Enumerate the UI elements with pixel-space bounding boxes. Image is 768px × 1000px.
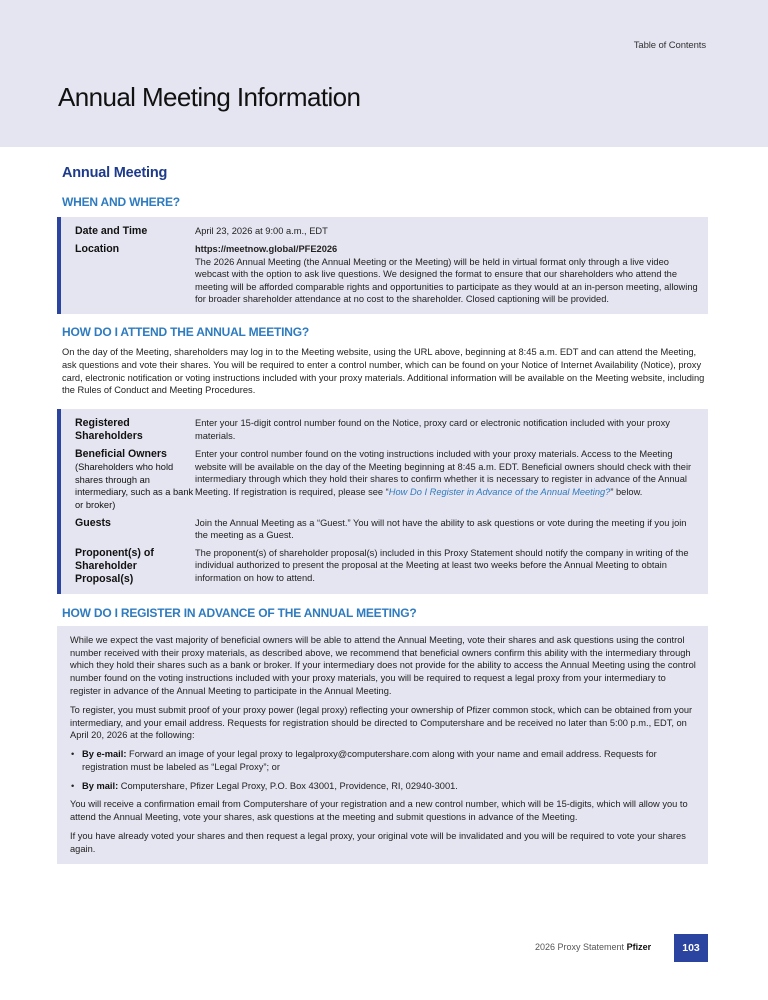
attendee-label-text: Beneficial Owners [75,448,167,461]
page-title: Annual Meeting Information [58,82,361,112]
bullet-content [82,748,698,774]
location-value [195,243,700,306]
attendee-label [75,448,195,511]
footer-company: Pfizer [626,942,652,952]
date-time-row [75,225,700,238]
attendee-row-registered [75,417,700,443]
register-bullet-email [70,748,698,774]
date-time-label: Date and Time [75,225,148,237]
register-bullet-mail [70,780,698,793]
register-in-advance-link[interactable]: How Do I Register in Advance of the Annual Meeting? [388,486,611,497]
bullet-text: Forward an image of your legal proxy to legalproxy@computershare.com along with your name and email address. Requests for registration must be labeled as “Legal Proxy”; or [82,749,657,772]
main-content [62,162,708,864]
attendee-row-beneficial [75,448,700,511]
bullet-icon: • [71,780,75,791]
register-panel [57,626,708,864]
beneficial-text-end: ” below. [610,486,643,497]
register-paragraph: You will receive a confirmation email from Computershare of your registration and a new control number, which will be 15-digits, which will allow you to attend the Annual Meeting, vote your shares, ask questions at the meeting and submit questions in advance of the Meeting. [70,799,688,823]
date-time-value: April 23, 2026 at 9:00 a.m., EDT [195,226,328,236]
location-row [75,243,700,306]
attendee-instructions: The proponent(s) of shareholder proposal(s) included in this Proxy Statement should notify the company in writing of the individual authorized to present the proposal at the Meeting at least two weeks before the Annual Meeting to obtain information on how to attend. [195,547,689,583]
when-where-panel [57,217,708,314]
attendee-label: Guests [75,516,111,529]
bullet-label: By mail: [82,780,119,791]
register-heading: HOW DO I REGISTER IN ADVANCE OF THE ANNUAL MEETING? [62,605,417,620]
attendee-row-guests [75,517,700,542]
table-of-contents-link[interactable]: Table of Contents [633,40,706,51]
attendee-label: Registered Shareholders [75,417,143,443]
bullet-content [82,780,458,793]
attendee-sublabel: (Shareholders who hold shares through an intermediary, such as a bank or broker) [75,462,194,510]
attendee-instructions [195,448,700,511]
attend-intro: On the day of the Meeting, shareholders may log in to the Meeting website, using the URL above, beginning at 8:45 a.m. EDT and can attend the Meeting, ask questions and vote their shares. You will be required to enter a control number, which can be found on your Notice of Internet Availability (Notice), proxy card, electronic notification or voting instructions included with your proxy materials. Additional information will be available on the Meeting website, including the Rules of Conduct and Meeting Procedures. [62,346,705,396]
bullet-text: Computershare, Pfizer Legal Proxy, P.O. Box 43001, Providence, RI, 02940-3001. [118,780,458,791]
attend-panel [57,409,708,594]
attendee-label: Proponent(s) of Shareholder Proposal(s) [75,546,154,585]
beneficial-text: Enter your control number found on the voting instructions included with your proxy materials. Access to the Meeting website will be available on the day of the Meeting beginning at 8:45 a.m. EDT. Beneficial owners should check with their intermediary through which they hold their shares to confirm whether it is necessary to register in advance of the Annual Meeting. If registration is required, please see “ [195,449,692,497]
when-where-heading: WHEN AND WHERE? [62,195,180,209]
location-description: The 2026 Annual Meeting (the Annual Meeting or the Meeting) will be held in virtual format only through a live video webcast with the option to ask live questions. We designed the format to ensure that our shareholders who attend the meeting will be afforded comparable rights and opportunities to participate as they would at an in-person meeting, allowing for broader shareholder attendance at no cost to the shareholder. Closed captioning will be provided. [195,256,698,305]
bullet-icon: • [71,749,75,760]
location-label: Location [75,243,120,255]
meeting-url-link[interactable]: https://meetnow.global/PFE2026 [195,244,338,254]
bullet-label: By e-mail: [82,749,127,760]
footer-document-name [535,942,651,952]
attendee-row-proponents [75,547,700,586]
attend-heading: HOW DO I ATTEND THE ANNUAL MEETING? [62,324,309,339]
attendee-instructions: Join the Annual Meeting as a “Guest.” You will not have the ability to ask questions or vote during the meeting if you join the meeting as a Guest. [195,517,687,541]
header-band [0,0,768,147]
page-number-badge: 103 [674,934,708,962]
section-title: Annual Meeting [62,165,168,181]
attendee-instructions: Enter your 15-digit control number found on the Notice, proxy card or electronic notification included with your proxy materials. [195,418,670,441]
register-paragraph: While we expect the vast majority of beneficial owners will be able to attend the Annual Meeting, vote their shares and ask questions using the control number received with their proxy materials, as described above, we recommend that beneficial owners confirm this ability with the intermediary through which they hold their shares such as a bank or broker. If your intermediary does not provide for the ability to access the Annual Meeting using the control number found on the voting instructions included with your proxy materials, you will be required to request a legal proxy from your intermediary to register in advance of the Annual Meeting to participate in the Annual Meeting. [70,634,696,696]
register-paragraph: If you have already voted your shares and then request a legal proxy, your original vote will be invalidated and you will be required to vote your shares again. [70,831,686,854]
footer-doc-title: 2026 Proxy Statement [535,942,625,952]
register-paragraph: To register, you must submit proof of your proxy power (legal proxy) reflecting your ownership of Pfizer common stock, which can be obtained from your intermediary, and your email address. Requests for registration should be directed to Computershare and be received no later than 5:00 p.m., EDT, on April 20, 2026 at the following: [70,704,693,741]
